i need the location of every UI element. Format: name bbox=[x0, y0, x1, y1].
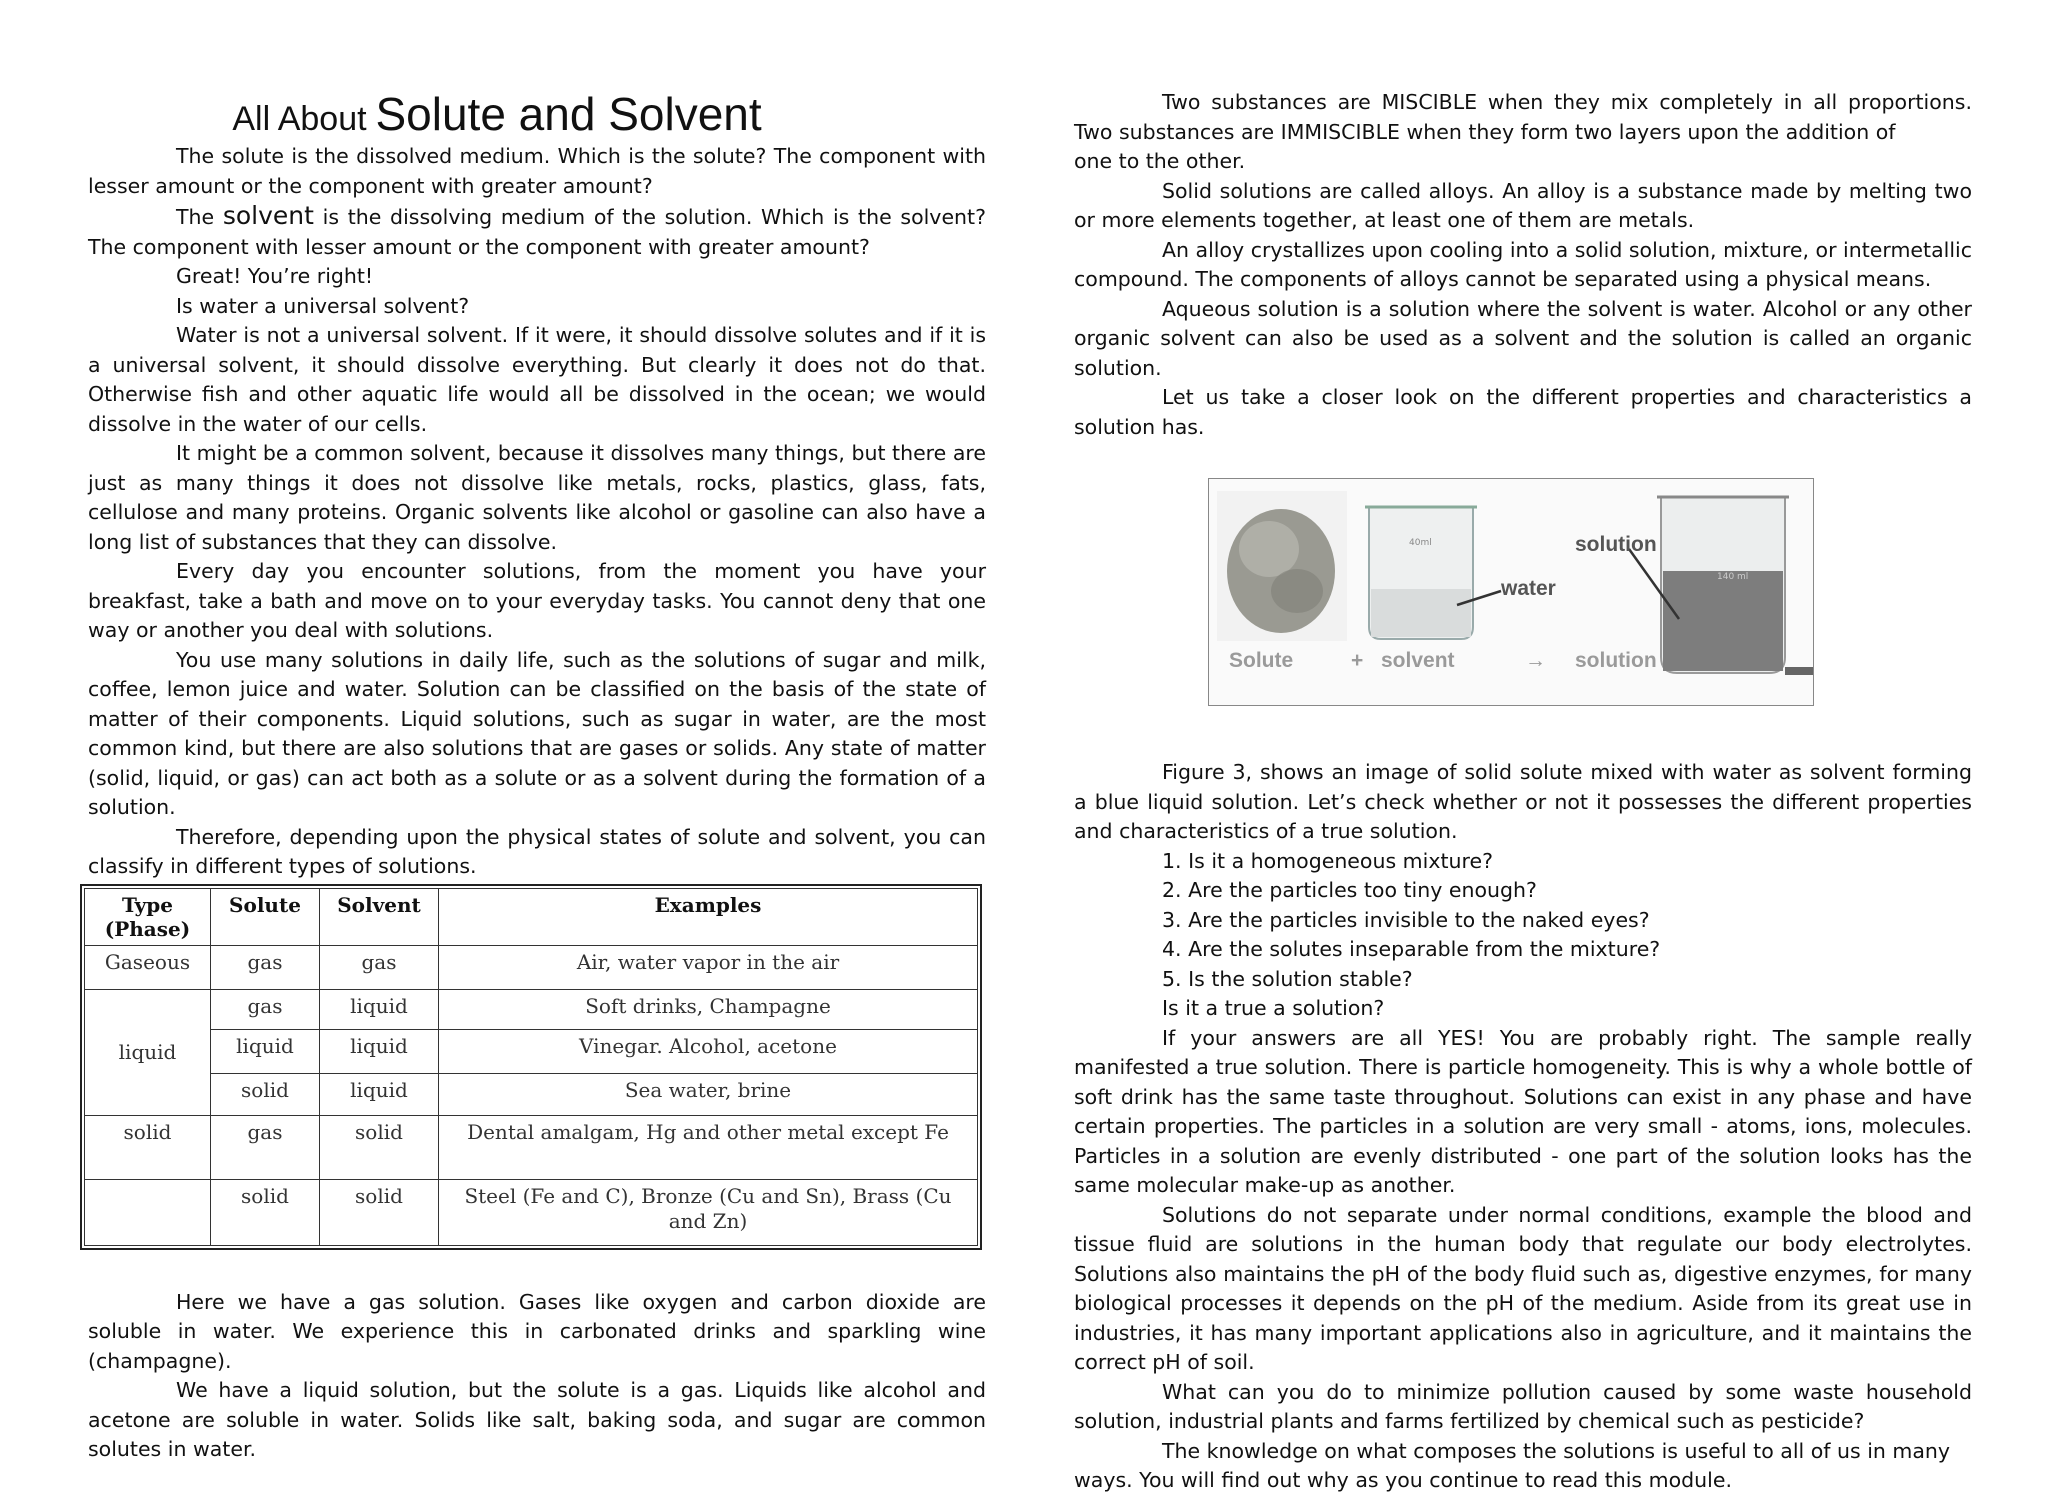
phase-cell-empty bbox=[85, 1179, 211, 1245]
solvent-label: solvent bbox=[1381, 649, 1455, 672]
solute-cell: gas bbox=[211, 989, 320, 1029]
water-callout: water bbox=[1501, 577, 1556, 600]
water-beaker-image bbox=[1365, 507, 1477, 639]
solvent-cell: gas bbox=[320, 945, 439, 989]
table-row bbox=[85, 989, 978, 1029]
solution-types-table bbox=[84, 888, 978, 1246]
beaker2-mark: 140 ml bbox=[1717, 572, 1749, 582]
paragraph-pollution: What can you do to minimize pollution caused by some waste household solution, industrial plants and farms fertilized by chemical such as pesticide? bbox=[1074, 1379, 1972, 1433]
arrow-sign: → bbox=[1525, 649, 1546, 672]
question-item: 3. Are the particles invisible to the naked eyes? bbox=[1162, 907, 1650, 932]
paragraph-knowledge-line2: ways. You will find out why as you continue to read this module. bbox=[1074, 1468, 1732, 1492]
paragraph-great: Great! You’re right! bbox=[176, 264, 374, 288]
solvent-cell: solid bbox=[320, 1179, 439, 1245]
title-main: Solute and Solvent bbox=[375, 88, 762, 140]
solution-callout: solution bbox=[1575, 533, 1657, 556]
question-item: 2. Are the particles too tiny enough? bbox=[1162, 878, 1537, 902]
paragraph-gas-solution: Here we have a gas solution. Gases like oxygen and carbon dioxide are soluble in water. We experience this in carbonated drinks and sparkling wine (champagne). bbox=[88, 1289, 986, 1373]
paragraph-miscible: Two substances are MISCIBLE when they mix completely in all proportions. Two substances are IMMISCIBLE when they form two layers upon the addition of bbox=[1074, 90, 1972, 144]
solute-cell: gas bbox=[211, 1115, 320, 1179]
paragraph-solvent bbox=[88, 201, 986, 262]
solution-types-table-frame bbox=[80, 884, 982, 1250]
table-row bbox=[85, 945, 978, 989]
question-item: Is it a true a solution? bbox=[1162, 996, 1385, 1020]
solvent-cell: liquid bbox=[320, 989, 439, 1029]
solvent-word: solvent bbox=[222, 201, 314, 230]
solute-cell: solid bbox=[211, 1073, 320, 1115]
examples-cell: Sea water, brine bbox=[439, 1073, 978, 1115]
paragraph-everyday: Every day you encounter solutions, from the moment you have your breakfast, take a bath and move on to your everyday tasks. You cannot deny that one way or another you deal with solutions. bbox=[88, 559, 986, 642]
paragraph-classify: Therefore, depending upon the physical states of solute and solvent, you can classify in different types of solutions. bbox=[88, 824, 986, 878]
examples-cell: Soft drinks, Champagne bbox=[439, 989, 978, 1029]
paragraph-alloy-crystallizes: An alloy crystallizes upon cooling into a solid solution, mixture, or intermetallic compound. The components of alloys cannot be separated using a physical means. bbox=[1074, 237, 1972, 291]
table-row bbox=[85, 1073, 978, 1115]
title-prefix: All About bbox=[232, 100, 367, 138]
table-row bbox=[85, 1029, 978, 1073]
paragraph-liquid-solution: We have a liquid solution, but the solute is a gas. Liquids like alcohol and acetone are soluble in water. Solids like salt, baking soda, and sugar are common solutes in water. bbox=[88, 1378, 986, 1461]
examples-cell: Dental amalgam, Hg and other metal except Fe bbox=[439, 1115, 978, 1179]
solvent-cell: solid bbox=[320, 1115, 439, 1179]
phase-cell: solid bbox=[85, 1115, 211, 1179]
solute-label: Solute bbox=[1229, 649, 1294, 672]
examples-cell: Steel (Fe and C), Bronze (Cu and Sn), Brass (Cu and Zn) bbox=[439, 1179, 978, 1245]
beaker1-mark: 40ml bbox=[1409, 538, 1432, 548]
question-item: 1. Is it a homogeneous mixture? bbox=[1162, 848, 1493, 873]
header-solvent: Solvent bbox=[320, 888, 439, 945]
paragraph-alloys: Solid solutions are called alloys. An alloy is a substance made by melting two or more elements together, at least one of them are metals. bbox=[1074, 178, 1972, 232]
table-row bbox=[85, 1179, 978, 1245]
table-row bbox=[85, 1115, 978, 1179]
paragraph-solute: The solute is the dissolved medium. Which is the solute? The component with lesser amount or the component with greater amount? bbox=[88, 144, 986, 198]
header-examples: Examples bbox=[439, 888, 978, 945]
plus-sign: + bbox=[1351, 649, 1364, 672]
paragraph-knowledge-line1: The knowledge on what composes the solutions is useful to all of us in many bbox=[1162, 1438, 1951, 1463]
table-header-row bbox=[85, 888, 978, 945]
left-column bbox=[88, 86, 986, 1465]
paragraph-aqueous: Aqueous solution is a solution where the solvent is water. Alcohol or any other organic solvent can also be used as a solvent and the solution is called an organic solution. bbox=[1074, 296, 1972, 380]
solute-cell: liquid bbox=[211, 1029, 320, 1073]
solute-powder-image bbox=[1217, 491, 1347, 641]
paragraph-not-universal: Water is not a universal solvent. If it were, it should dissolve solutes and if it is a universal solvent, it should dissolve everything. But clearly it does not do that. Otherwise fish and other aquatic life would all be dissolved in the ocean; we would dissolve in the water of our cells. bbox=[88, 323, 986, 436]
question-item: 5. Is the solution stable? bbox=[1162, 966, 1413, 991]
paragraph-closer-look: Let us take a closer look on the different properties and characteristics a solution has. bbox=[1074, 385, 1972, 439]
paragraph-question-universal: Is water a universal solvent? bbox=[176, 293, 470, 318]
solvent-cell: liquid bbox=[320, 1073, 439, 1115]
paragraph-common-solvent: It might be a common solvent, because it dissolves many things, but there are just as many things it does not dissolve like metals, rocks, plastics, glass, fats, cellulose and many proteins. Organic solvents like alcohol or gasoline can also have a long list of substances that they can dissolve. bbox=[88, 441, 986, 554]
solvent-rest: is the dissolving medium of the solution. Which is the solvent? The component with lesser amount or the component with greater amount? bbox=[88, 205, 986, 259]
solution-label: solution bbox=[1575, 649, 1657, 672]
page-title bbox=[8, 86, 986, 142]
solvent-cell: liquid bbox=[320, 1029, 439, 1073]
paragraph-do-not-separate: Solutions do not separate under normal conditions, example the blood and tissue fluid are solutions in the human body that regulate our body electrolytes. Solutions also maintains the pH of the body fluid such as, digestive enzymes, for many biological processes it depends on the pH of the medium. Aside from its great use in industries, it has many important applications also in agriculture, and it maintains the correct pH of soil. bbox=[1074, 1202, 1972, 1374]
phase-cell: liquid bbox=[85, 989, 211, 1115]
paragraph-figure-3: Figure 3, shows an image of solid solute mixed with water as solvent forming a blue liquid solution. Let’s check whether or not it possesses the different properties and characteristics of a true solution. bbox=[1074, 760, 1972, 843]
solvent-lead: The bbox=[176, 205, 215, 229]
paragraph-answers-yes: If your answers are all YES! You are probably right. The sample really manifested a true solution. There is particle homogeneity. This is why a whole bottle of soft drink has the same taste throughout. Solutions can exist in any phase and have certain properties. The particles in a solution are very small - atoms, ions, molecules. Particles in a solution are evenly distributed - one part of the solution looks has the same molecular make-up as another. bbox=[1074, 1025, 1972, 1197]
header-type: Type (Phase) bbox=[85, 888, 211, 945]
examples-cell: Vinegar. Alcohol, acetone bbox=[439, 1029, 978, 1073]
question-item: 4. Are the solutes inseparable from the mixture? bbox=[1162, 937, 1661, 961]
paragraph-daily-life: You use many solutions in daily life, such as the solutions of sugar and milk, coffee, lemon juice and water. Solution can be classified on the basis of the state of matter of their components. Liquid solutions, such as sugar in water, are the most common kind, but there are also solutions that are gases or solids. Any state of matter (solid, liquid, or gas) can act both as a solute or as a solvent during the formation of a solution. bbox=[88, 647, 986, 819]
solute-cell: gas bbox=[211, 945, 320, 989]
solute-cell: solid bbox=[211, 1179, 320, 1245]
figure-solute-solvent-solution bbox=[1208, 478, 1814, 706]
right-column bbox=[1074, 88, 1972, 1496]
phase-cell: Gaseous bbox=[85, 945, 211, 989]
solution-beaker-image bbox=[1657, 497, 1813, 675]
examples-cell: Air, water vapor in the air bbox=[439, 945, 978, 989]
header-solute: Solute bbox=[211, 888, 320, 945]
paragraph-miscible-end: one to the other. bbox=[1074, 149, 1246, 173]
